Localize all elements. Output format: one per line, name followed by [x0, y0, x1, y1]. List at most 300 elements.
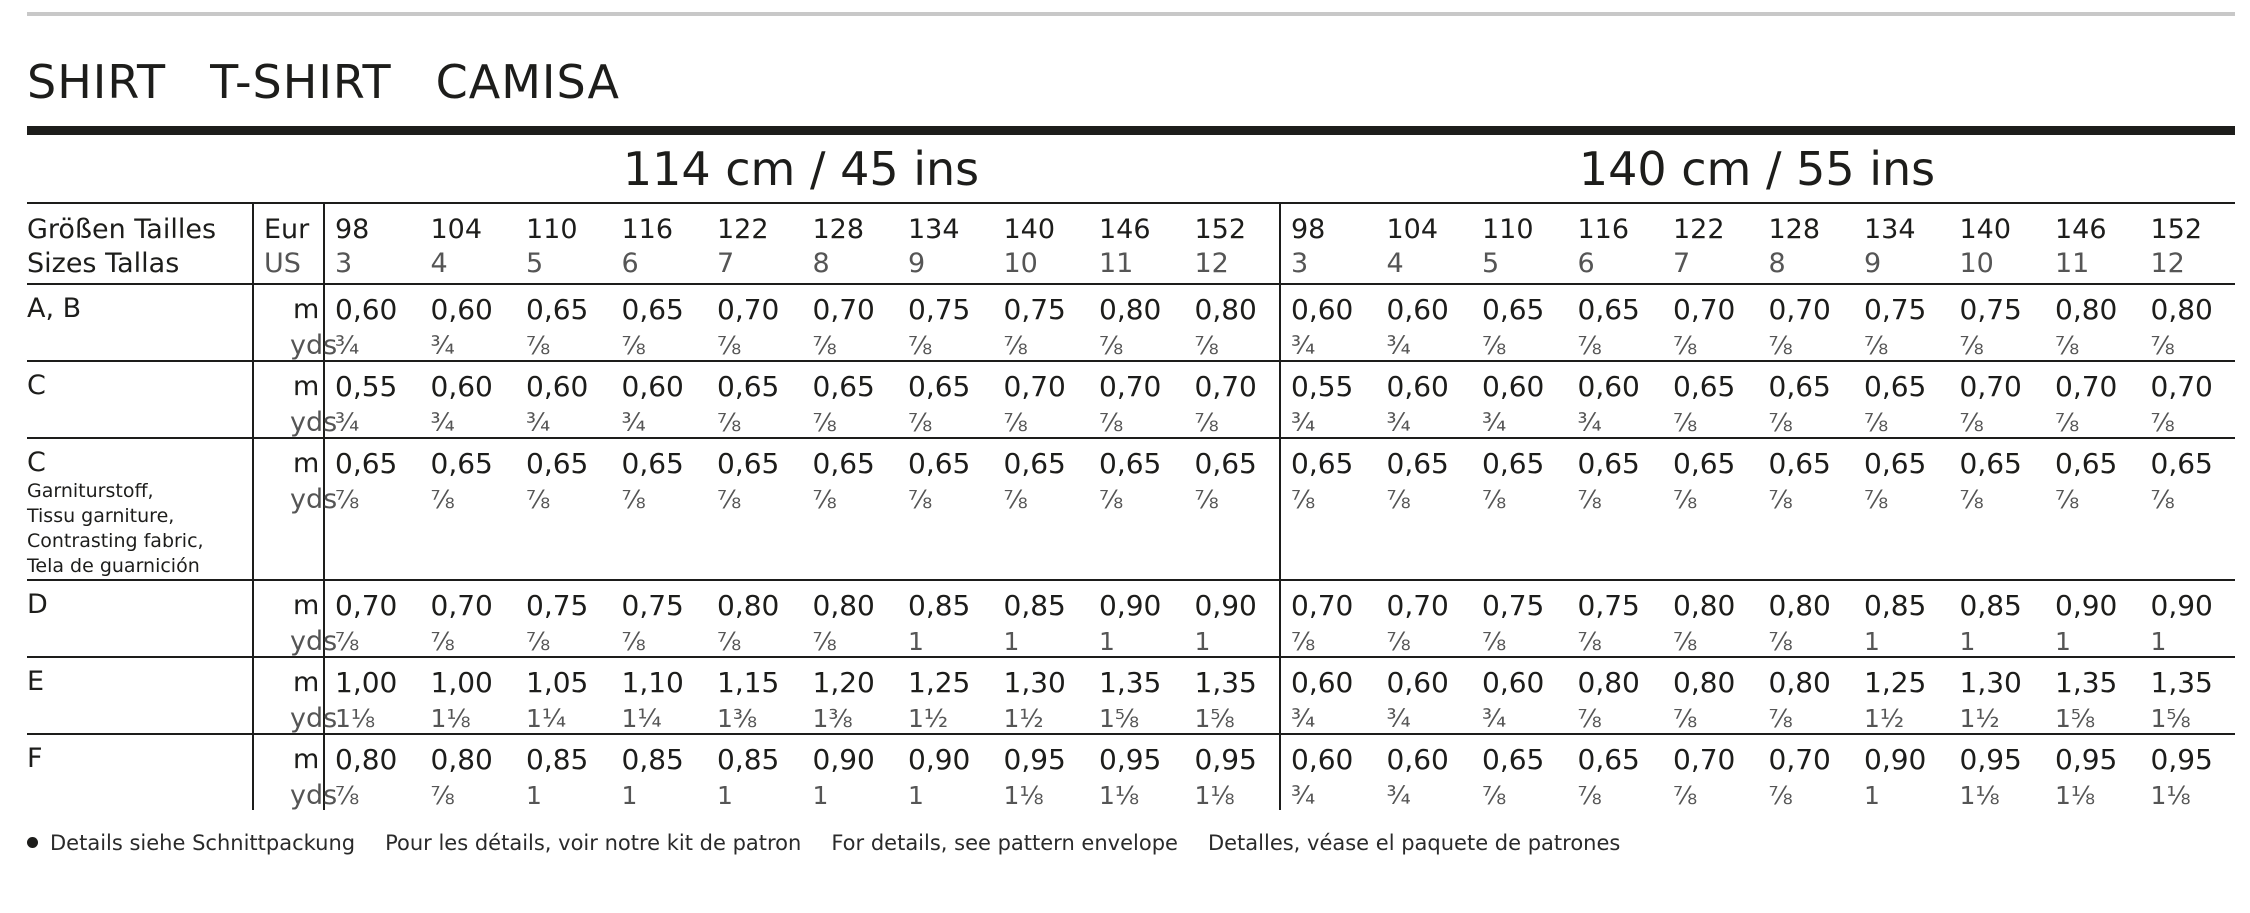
- yardage-yards: ⅞: [430, 485, 455, 514]
- yardage-yards: ⅞: [1768, 627, 1793, 656]
- yardage-yards: ⅞: [1864, 331, 1889, 360]
- yardage-meters: 0,85: [717, 743, 780, 776]
- column-divider: [252, 581, 254, 656]
- yardage-yards: ⅞: [1864, 408, 1889, 437]
- size-us: 6: [1577, 248, 1595, 279]
- yardage-yards: ⅞: [335, 781, 360, 810]
- yardage-meters: 0,90: [2055, 589, 2118, 622]
- size-us: 7: [1673, 248, 1691, 279]
- yardage-meters: 0,65: [1673, 370, 1736, 403]
- yardage-meters: 1,00: [335, 666, 398, 699]
- yardage-meters: 0,65: [1482, 293, 1545, 326]
- yardage-meters: 0,70: [1003, 370, 1066, 403]
- size-eur: 152: [2150, 214, 2203, 245]
- yardage-yards: ¾: [621, 408, 646, 437]
- footnote-fr: Pour les détails, voir notre kit de patron: [385, 831, 802, 855]
- yardage-meters: 0,75: [1864, 293, 1927, 326]
- yardage-meters: 0,60: [430, 370, 493, 403]
- unit-yards: yds: [290, 780, 338, 811]
- size-eur: 110: [1482, 214, 1534, 245]
- yardage-yards: 1: [1099, 627, 1115, 656]
- yardage-yards: 1⅜: [717, 704, 758, 733]
- yardage-meters: 0,70: [1768, 293, 1831, 326]
- yardage-meters: 0,60: [1386, 370, 1449, 403]
- yardage-meters: 0,80: [2055, 293, 2118, 326]
- unit-meters: m: [293, 294, 320, 325]
- yardage-yards: ⅞: [430, 627, 455, 656]
- yardage-yards: 1⅝: [2055, 704, 2096, 733]
- size-label-line1: Größen Tailles: [27, 214, 217, 245]
- yardage-meters: 0,60: [1386, 743, 1449, 776]
- yardage-meters: 1,35: [1099, 666, 1162, 699]
- yardage-meters: 0,55: [335, 370, 398, 403]
- fabric-row: [27, 439, 2235, 581]
- yardage-meters: 0,70: [1959, 370, 2022, 403]
- yardage-yards: ⅞: [1099, 408, 1124, 437]
- yardage-yards: ⅞: [1673, 704, 1698, 733]
- yardage-yards: ⅞: [1768, 485, 1793, 514]
- size-eur: 134: [908, 214, 960, 245]
- size-eur: 104: [1386, 214, 1439, 245]
- size-us: 4: [1386, 248, 1404, 279]
- size-eur: 98: [335, 214, 370, 245]
- yardage-yards: ¾: [335, 408, 360, 437]
- yardage-yards: 1½: [908, 704, 949, 733]
- yardage-yards: ⅞: [1194, 485, 1219, 514]
- yardage-yards: 1¼: [621, 704, 662, 733]
- view-sublabel: Garniturstoff,: [27, 480, 154, 502]
- yardage-yards: ¾: [430, 331, 455, 360]
- column-divider: [252, 362, 254, 437]
- yardage-yards: ⅞: [526, 485, 551, 514]
- yardage-yards: ⅞: [621, 627, 646, 656]
- yardage-meters: 0,65: [2055, 447, 2118, 480]
- yardage-meters: 0,65: [1577, 447, 1640, 480]
- title-part: CAMISA: [435, 55, 620, 109]
- yardage-yards: ¾: [1386, 781, 1411, 810]
- yardage-yards: ⅞: [1099, 331, 1124, 360]
- footnote-es: Detalles, véase el paquete de patrones: [1207, 831, 1621, 855]
- yardage-meters: 0,70: [1768, 743, 1831, 776]
- yardage-yards: 1⅛: [2150, 781, 2191, 810]
- yardage-yards: ⅞: [812, 331, 837, 360]
- footnote-en: For details, see pattern envelope: [831, 831, 1178, 855]
- yardage-yards: ¾: [1577, 408, 1602, 437]
- size-us: 10: [1959, 248, 1994, 279]
- yardage-meters: 0,75: [1577, 589, 1640, 622]
- yardage-meters: 0,60: [1291, 666, 1354, 699]
- fabric-width-140: 140 cm / 55 ins: [1578, 142, 1936, 196]
- title-part: SHIRT: [27, 55, 167, 109]
- yardage-meters: 0,60: [430, 293, 493, 326]
- yardage-yards: ⅞: [1482, 627, 1507, 656]
- column-divider: [252, 204, 254, 283]
- yardage-meters: 0,65: [1864, 447, 1927, 480]
- yardage-meters: 0,65: [430, 447, 493, 480]
- yardage-yards: 1: [1864, 627, 1880, 656]
- yardage-meters: 0,80: [430, 743, 493, 776]
- yardage-yards: ¾: [526, 408, 551, 437]
- yardage-meters: 0,85: [1003, 589, 1066, 622]
- yardage-yards: ⅞: [812, 408, 837, 437]
- column-divider: [252, 735, 254, 810]
- page-title: [27, 52, 664, 112]
- yardage-meters: 1,35: [2150, 666, 2213, 699]
- size-eur: 104: [430, 214, 483, 245]
- yardage-meters: 0,60: [1482, 370, 1545, 403]
- yardage-yards: ⅞: [1577, 704, 1602, 733]
- yardage-yards: ⅞: [335, 485, 360, 514]
- view-label: E: [27, 666, 45, 697]
- yardage-meters: 0,75: [621, 589, 684, 622]
- yardage-meters: 0,90: [2150, 589, 2213, 622]
- column-divider: [252, 439, 254, 579]
- yardage-meters: 0,90: [1099, 589, 1162, 622]
- yardage-meters: 0,85: [908, 589, 971, 622]
- yardage-meters: 0,80: [812, 589, 875, 622]
- yardage-meters: 0,60: [335, 293, 398, 326]
- yardage-yards: 1½: [1003, 704, 1044, 733]
- unit-meters: m: [293, 448, 320, 479]
- yardage-meters: 0,65: [1768, 447, 1831, 480]
- yardage-yards: 1⅝: [2150, 704, 2191, 733]
- yardage-yards: ⅞: [2055, 408, 2080, 437]
- yardage-meters: 1,05: [526, 666, 589, 699]
- size-us: 8: [812, 248, 830, 279]
- footnote: [27, 828, 1650, 858]
- yardage-yards: 1: [908, 781, 924, 810]
- size-us: 10: [1003, 248, 1038, 279]
- yardage-yards: ⅞: [1194, 331, 1219, 360]
- yardage-meters: 0,85: [1959, 589, 2022, 622]
- size-us: 5: [526, 248, 544, 279]
- yardage-meters: 0,65: [1577, 743, 1640, 776]
- yardage-meters: 0,65: [526, 447, 589, 480]
- fabric-width-114: 114 cm / 45 ins: [622, 142, 980, 196]
- yardage-meters: 0,90: [812, 743, 875, 776]
- size-us: 5: [1482, 248, 1500, 279]
- yardage-yards: ¾: [1291, 781, 1316, 810]
- unit-meters: m: [293, 371, 320, 402]
- size-header-row: [27, 202, 2235, 285]
- top-divider: [27, 12, 2235, 16]
- size-us: 6: [621, 248, 639, 279]
- unit-meters: m: [293, 744, 320, 775]
- fabric-row: [27, 735, 2235, 810]
- yardage-yards: 1½: [1864, 704, 1905, 733]
- yardage-meters: 1,25: [908, 666, 971, 699]
- size-us: 8: [1768, 248, 1786, 279]
- yardage-yards: ⅞: [621, 331, 646, 360]
- yardage-yards: ⅞: [1959, 331, 1984, 360]
- yardage-meters: 0,70: [1673, 293, 1736, 326]
- yardage-yards: ¾: [1386, 704, 1411, 733]
- fabric-width-header: [27, 135, 2235, 202]
- size-eur: 140: [1959, 214, 2012, 245]
- yardage-yards: ⅞: [1386, 627, 1411, 656]
- yardage-yards: ¾: [430, 408, 455, 437]
- yardage-yards: 1: [1959, 627, 1976, 656]
- yardage-yards: ⅞: [812, 627, 837, 656]
- view-label: C: [27, 447, 46, 478]
- yardage-yards: ⅞: [1386, 485, 1411, 514]
- yardage-meters: 0,70: [335, 589, 398, 622]
- yardage-meters: 0,65: [717, 447, 780, 480]
- yardage-yards: ⅞: [1099, 485, 1124, 514]
- column-divider: [1279, 581, 1281, 656]
- size-us: 11: [2055, 248, 2090, 279]
- view-label: C: [27, 370, 46, 401]
- yardage-meters: 0,80: [1768, 589, 1831, 622]
- size-eur: 122: [1673, 214, 1725, 245]
- yardage-yards: 1¼: [526, 704, 567, 733]
- size-label-line2: Sizes Tallas: [27, 248, 180, 279]
- size-us: 12: [1194, 248, 1229, 279]
- fabric-row: [27, 285, 2235, 362]
- yardage-yards: 1⅛: [335, 704, 376, 733]
- yardage-meters: 1,30: [1959, 666, 2022, 699]
- unit-meters: m: [293, 667, 320, 698]
- yardage-yards: ¾: [1482, 704, 1507, 733]
- yardage-meters: 0,60: [1482, 666, 1545, 699]
- size-eur: 152: [1194, 214, 1247, 245]
- yardage-yards: ⅞: [908, 485, 933, 514]
- yardage-yards: ¾: [1386, 408, 1411, 437]
- yardage-meters: 0,75: [1482, 589, 1545, 622]
- unit-yards: yds: [290, 703, 338, 734]
- yardage-meters: 0,65: [335, 447, 398, 480]
- yardage-meters: 0,65: [1577, 293, 1640, 326]
- yardage-meters: 0,65: [908, 447, 971, 480]
- yardage-meters: 0,65: [1386, 447, 1449, 480]
- size-eur: 146: [1099, 214, 1151, 245]
- size-eur: 146: [2055, 214, 2107, 245]
- yardage-meters: 0,65: [812, 447, 875, 480]
- yardage-meters: 0,80: [2150, 293, 2213, 326]
- yardage-meters: 0,60: [1291, 743, 1354, 776]
- yardage-meters: 0,95: [2150, 743, 2213, 776]
- title-part: T-SHIRT: [210, 55, 392, 109]
- yardage-yards: ⅞: [1768, 331, 1793, 360]
- yardage-yards: 1⅛: [2055, 781, 2096, 810]
- yardage-meters: 0,85: [1864, 589, 1927, 622]
- yardage-yards: ⅞: [717, 408, 742, 437]
- yardage-meters: 0,80: [1673, 666, 1736, 699]
- yardage-meters: 0,70: [2055, 370, 2118, 403]
- view-sublabel: Tela de guarnición: [27, 555, 200, 577]
- yardage-yards: ⅞: [1768, 704, 1793, 733]
- yardage-meters: 1,00: [430, 666, 493, 699]
- yardage-meters: 0,70: [430, 589, 493, 622]
- yardage-yards: ⅞: [1959, 408, 1984, 437]
- yardage-meters: 1,25: [1864, 666, 1927, 699]
- yardage-yards: ⅞: [1194, 408, 1219, 437]
- size-us: 9: [908, 248, 926, 279]
- size-us: 9: [1864, 248, 1882, 279]
- yardage-yards: ⅞: [1959, 485, 1984, 514]
- size-eur: 128: [1768, 214, 1821, 245]
- footnote-de: Details siehe Schnittpackung: [50, 831, 356, 855]
- unit-yards: yds: [290, 330, 338, 361]
- yardage-yards: ⅞: [1482, 331, 1507, 360]
- yardage-yards: 1: [621, 781, 638, 810]
- yardage-meters: 0,80: [717, 589, 780, 622]
- yardage-yards: 1: [1194, 627, 1211, 656]
- size-us: 4: [430, 248, 448, 279]
- yardage-meters: 0,60: [1386, 293, 1449, 326]
- yardage-yards: 1: [1003, 627, 1020, 656]
- yardage-meters: 0,95: [1003, 743, 1066, 776]
- yardage-yards: ⅞: [1768, 781, 1793, 810]
- yardage-yards: ⅞: [1482, 485, 1507, 514]
- yardage-yards: 1⅜: [812, 704, 853, 733]
- fabric-row: [27, 658, 2235, 735]
- size-eur: 140: [1003, 214, 1056, 245]
- yardage-yards: ¾: [335, 331, 360, 360]
- yardage-yards: ⅞: [1673, 627, 1698, 656]
- yardage-yards: ⅞: [621, 485, 646, 514]
- yardage-meters: 0,65: [1864, 370, 1927, 403]
- yardage-yards: ¾: [1291, 331, 1316, 360]
- yardage-yards: 1½: [1959, 704, 2000, 733]
- yardage-yards: ⅞: [1291, 627, 1316, 656]
- yardage-meters: 0,70: [1291, 589, 1354, 622]
- column-divider: [323, 204, 325, 283]
- yardage-yards: ⅞: [1673, 781, 1698, 810]
- yardage-yards: ⅞: [1291, 485, 1316, 514]
- fabric-row: [27, 581, 2235, 658]
- yardage-meters: 0,60: [1386, 666, 1449, 699]
- yardage-yards: ⅞: [908, 331, 933, 360]
- yardage-meters: 0,65: [1768, 370, 1831, 403]
- yardage-meters: 0,70: [717, 293, 780, 326]
- yardage-meters: 0,65: [526, 293, 589, 326]
- yardage-meters: 0,70: [1386, 589, 1449, 622]
- yardage-yards: 1⅛: [1099, 781, 1140, 810]
- yardage-yards: ⅞: [430, 781, 455, 810]
- yardage-meters: 0,95: [1099, 743, 1162, 776]
- yardage-meters: 0,65: [1099, 447, 1162, 480]
- yardage-yards: ⅞: [1673, 485, 1698, 514]
- view-label: D: [27, 589, 48, 620]
- yardage-table: [27, 135, 2235, 810]
- yardage-yards: ⅞: [1577, 627, 1602, 656]
- yardage-yards: ⅞: [1864, 485, 1889, 514]
- yardage-meters: 0,75: [1959, 293, 2022, 326]
- yardage-meters: 0,80: [1194, 293, 1257, 326]
- yardage-yards: ⅞: [2150, 485, 2175, 514]
- yardage-meters: 0,80: [1673, 589, 1736, 622]
- yardage-yards: 1⅝: [1194, 704, 1235, 733]
- yardage-meters: 1,20: [812, 666, 875, 699]
- view-label: A, B: [27, 293, 82, 324]
- view-sublabel: Contrasting fabric,: [27, 530, 204, 552]
- yardage-meters: 1,10: [621, 666, 684, 699]
- yardage-meters: 0,80: [1577, 666, 1640, 699]
- yardage-yards: ⅞: [1003, 331, 1028, 360]
- size-us: 3: [1291, 248, 1309, 279]
- column-divider: [1279, 204, 1281, 283]
- yardage-meters: 0,70: [1099, 370, 1162, 403]
- fabric-rows: [27, 285, 2235, 810]
- size-eur: 98: [1291, 214, 1326, 245]
- view-sublabel: Tissu garniture,: [27, 505, 175, 527]
- yardage-meters: 0,70: [1673, 743, 1736, 776]
- yardage-meters: 0,70: [1194, 370, 1257, 403]
- yardage-yards: ⅞: [1673, 331, 1698, 360]
- yardage-meters: 0,85: [621, 743, 684, 776]
- yardage-meters: 0,75: [1003, 293, 1066, 326]
- yardage-meters: 0,65: [1003, 447, 1066, 480]
- yardage-meters: 0,65: [1673, 447, 1736, 480]
- yardage-meters: 1,35: [2055, 666, 2118, 699]
- bullet-dot-icon: [27, 837, 38, 848]
- size-us: 11: [1099, 248, 1134, 279]
- yardage-meters: 0,80: [1768, 666, 1831, 699]
- title-underline: [27, 126, 2235, 135]
- size-eur: 110: [526, 214, 578, 245]
- yardage-yards: ⅞: [335, 627, 360, 656]
- yardage-yards: ⅞: [2150, 408, 2175, 437]
- yardage-yards: ⅞: [1768, 408, 1793, 437]
- yardage-meters: 0,65: [1959, 447, 2022, 480]
- yardage-yards: ⅞: [1003, 408, 1028, 437]
- yardage-yards: 1⅛: [1194, 781, 1235, 810]
- yardage-meters: 0,55: [1291, 370, 1354, 403]
- column-divider: [252, 285, 254, 360]
- yardage-meters: 0,60: [526, 370, 589, 403]
- yardage-yards: 1: [908, 627, 924, 656]
- size-system-eur: Eur: [264, 214, 310, 245]
- yardage-yards: ⅞: [717, 627, 742, 656]
- yardage-meters: 0,65: [1482, 447, 1545, 480]
- yardage-meters: 0,65: [621, 293, 684, 326]
- yardage-yards: 1: [1864, 781, 1880, 810]
- yardage-yards: ⅞: [717, 485, 742, 514]
- yardage-meters: 0,65: [1482, 743, 1545, 776]
- yardage-meters: 0,65: [2150, 447, 2213, 480]
- yardage-yards: 1: [2055, 627, 2071, 656]
- yardage-meters: 0,65: [621, 447, 684, 480]
- yardage-yards: ⅞: [1577, 485, 1602, 514]
- yardage-meters: 0,60: [621, 370, 684, 403]
- yardage-meters: 0,75: [908, 293, 971, 326]
- yardage-yards: ⅞: [1577, 331, 1602, 360]
- column-divider: [1279, 735, 1281, 810]
- yardage-yards: 1: [717, 781, 733, 810]
- yardage-yards: ¾: [1291, 408, 1316, 437]
- column-divider: [252, 658, 254, 733]
- yardage-meters: 0,65: [717, 370, 780, 403]
- size-us: 7: [717, 248, 735, 279]
- yardage-meters: 0,90: [1194, 589, 1257, 622]
- yardage-yards: 1⅛: [1959, 781, 2000, 810]
- yardage-meters: 0,70: [812, 293, 875, 326]
- yardage-meters: 0,80: [335, 743, 398, 776]
- yardage-meters: 1,30: [1003, 666, 1066, 699]
- size-us: 12: [2150, 248, 2185, 279]
- unit-yards: yds: [290, 484, 338, 515]
- yardage-meters: 0,90: [1864, 743, 1927, 776]
- yardage-yards: ⅞: [2150, 331, 2175, 360]
- yardage-meters: 0,95: [2055, 743, 2118, 776]
- yardage-yards: ⅞: [1673, 408, 1698, 437]
- size-eur: 134: [1864, 214, 1916, 245]
- yardage-meters: 0,70: [2150, 370, 2213, 403]
- yardage-meters: 1,35: [1194, 666, 1257, 699]
- yardage-yards: ⅞: [717, 331, 742, 360]
- yardage-yards: ¾: [1386, 331, 1411, 360]
